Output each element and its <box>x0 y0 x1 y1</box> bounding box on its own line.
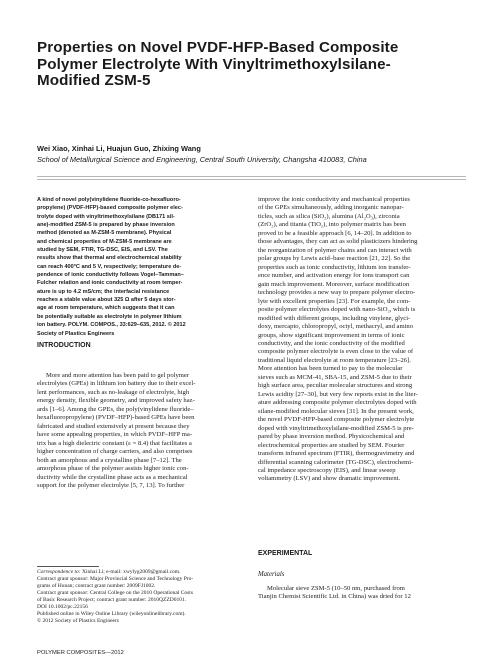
body-line: groups, show significant improvement in terms of ionic <box>258 331 405 339</box>
body-line: improve the ionic conductivity and mechanical properties <box>258 196 410 203</box>
body-line: the novel PVDF-HFP-based composite polymer electrolyte <box>258 416 415 424</box>
body-line: amorphous phase of the polymer assists higher ionic con- <box>37 465 189 473</box>
experimental-heading: EXPERIMENTAL <box>258 550 313 557</box>
body-line: doped with vinyltrimethoxylsilane-modified ZSM-5 is pre- <box>258 424 414 432</box>
abstract-line: studied by SEM, FTIR, TG-DSC, EIS, and LSV. The <box>37 247 168 254</box>
body-line: posite polymer electrolytes doped with nano-SiO₂, which is <box>258 306 416 314</box>
abstract-line: method (denoted as M-ZSM-5 membrane). Physical <box>37 230 172 237</box>
body-line: both an amorphous and a crystalline phase [7–12]. The <box>37 456 182 464</box>
body-line: Lewis acidity [27–30], but very few reports exist in the liter- <box>258 390 418 398</box>
body-line: high surface area, peculiar molecular structures and strong <box>258 382 413 390</box>
abstract-line: ion battery. POLYM. COMPOS., 33:629–635, 2012. © 2012 <box>37 322 186 329</box>
title-line: Properties on Novel PVDF-HFP-Based Composite <box>37 39 399 56</box>
footnote-line: grams of Hunan; contract grant number: 2009FJ1002. <box>37 583 156 589</box>
abstract-line: Society of Plastics Engineers <box>37 330 115 337</box>
body-line: sieves such as MCM-41, SBA-15, and ZSM-5 due to their <box>258 373 412 381</box>
affiliation: School of Metallurgical Science and Engineering, Central South University, Changsha 410083, China <box>37 155 367 164</box>
body-line: voltammetry (LSV) and show dramatic improvement. <box>258 475 401 483</box>
abstract-line: Fulcher relation and ionic conductivity at room temper- <box>37 280 183 287</box>
abstract-line: age at room temperature, which suggests that it can <box>37 305 175 312</box>
body-line: energy density, flexible geometry, and improved safety haz- <box>37 397 195 405</box>
body-line: pared by phase inversion method. Physicochemical and <box>258 433 405 441</box>
body-line: higher concentration of charge carriers, and also comprises <box>37 448 193 456</box>
body-line: electrochemical properties are studied by SEM. Fourier <box>258 441 405 449</box>
body-line: electrolytes (GPEs) in lithium ion battery due to their excel- <box>37 380 196 388</box>
footnote-line: Published online in Wiley Online Library (wileyonlinelibrary.com). <box>37 611 186 617</box>
footnote-rule <box>37 566 99 567</box>
body-line: lyte with excellent properties [23]. For example, the com- <box>258 297 411 305</box>
body-line: ards [1–6]. Among the GPEs, the poly(vinylidene fluoride– <box>37 405 194 413</box>
body-line: of the GPEs simultaneously, adding inorganic nanopar- <box>258 204 404 212</box>
footnote-line: Correspondence to: Xinhai Li; e-mail: xwylyg2009@gmail.com. <box>37 569 181 575</box>
footnote-line: DOI 10.1002/pc.22156 <box>37 604 88 610</box>
body-line: technology provides a new way to prepare polymer electro- <box>258 289 416 297</box>
body-line: (ZrO₂), and titania (TiO₂), into polymer matrix has been <box>258 221 406 229</box>
body-line: Molecular sieve ZSM-5 (10–50 nm, purchased from <box>267 585 405 592</box>
footnote-line: Contract grant sponsor: Central College on the 2010 Operational Costs <box>37 590 193 596</box>
abstract-line: be potentially suitable as electrolyte in polymer lithium <box>37 313 182 320</box>
abstract-line: ature is up to 4.2 mS/cm; the interfacial resistance <box>37 288 170 295</box>
abstract-line: propylene) (PVDF-HFP)-based composite polymer elec- <box>37 205 183 212</box>
title-line: Modified ZSM-5 <box>37 72 151 89</box>
header-rule-top <box>37 176 466 177</box>
abstract-line: reaches a stable value about 325 Ω after 5 days stor- <box>37 297 176 304</box>
materials-body <box>258 585 468 602</box>
journal-footer: POLYMER COMPOSITES—2012 <box>37 650 124 656</box>
body-line: trix has a high dielectric constant (ε = 8.4) that facilitates a <box>37 439 192 447</box>
footnote-line: of Basic Research Project; contract grant number: 2010QZZD0101. <box>37 597 187 603</box>
introduction-heading: INTRODUCTION <box>37 342 91 349</box>
abstract-line: A kind of novel poly(vinylidene fluoride-co-hexafluoro- <box>37 197 181 203</box>
body-line: More attention has been turned to pay to the molecular <box>258 365 403 373</box>
paper-title <box>37 40 467 90</box>
footnote-line: Contract grant sponsor: Major Provincial Science and Technology Pro- <box>37 576 194 582</box>
abstract-line: ane)-modified ZSM-5 is prepared by phase inversion <box>37 222 175 229</box>
body-line: hexafluoropropylene) (PVDF–HFP)-based GPEs have been <box>37 414 195 422</box>
footnotes <box>37 569 244 625</box>
abstract-line: pendence of ionic conductivity follows Vogel–Tamman– <box>37 272 184 279</box>
body-line: proved to be a feasible approach [6, 14–20]. In addition to <box>258 229 412 237</box>
header-rule-bottom <box>37 179 466 180</box>
abstract <box>37 196 244 338</box>
body-line: cal impedance spectroscopy (EIS), and linear sweep <box>258 467 396 474</box>
body-line: doxy, mercapto, chloropropyl, octyl, methacryl, and amino <box>258 323 414 331</box>
body-line: ticles, such as silica (SiO₂), alumina (Al₂O₃), zirconia <box>258 212 400 220</box>
body-line: More and more attention has been paid to gel polymer <box>46 372 190 379</box>
abstract-line: can reach 400°C and 5 V, respectively; temperature de- <box>37 263 182 270</box>
body-line: ence number, and activation energy for ions transport can <box>258 272 410 280</box>
body-line: the reorganization of polymer chains and can interact with <box>258 246 412 254</box>
body-line: those advantages, they can act as solid plasticizers hindering <box>258 238 418 246</box>
abstract-line: results show that thermal and electrochemical stability <box>37 255 182 262</box>
body-line: ature addressing composite polymer electrolytes doped with <box>258 399 417 407</box>
body-line: silane-modified molecular sieves [31]. In the present work, <box>258 407 414 415</box>
body-line: composite polymer electrolyte is even close to the value of <box>258 348 414 356</box>
abstract-line: and chemical properties of M-ZSM-5 membrane are <box>37 238 172 245</box>
right-column-body <box>258 196 468 484</box>
materials-heading: Materials <box>258 571 285 578</box>
body-line: polar groups by Lewis acid–base reaction [21, 22]. So the <box>258 255 411 263</box>
body-line: lent performances, such as no-leakage of electrolyte, high <box>37 388 190 396</box>
body-line: properties such as ionic conductivity, lithium ion transfer- <box>258 263 411 271</box>
body-line: have some appealing properties, in which PVDF–HFP ma- <box>37 431 193 439</box>
body-line: traditional liquid electrolyte at room temperature [23–26]. <box>258 356 411 364</box>
body-line: conductivity, and the ionic conductivity of the modified <box>258 339 405 347</box>
body-line: differential scanning calorimeter (TG-DSC), electrochemi- <box>258 458 414 466</box>
body-line: support for the polymer electrolyte [5, 7, 13]. To further <box>37 482 185 490</box>
abstract-line: trolyte doped with vinyltrimethoxylsilane (DB171 sil- <box>37 213 175 220</box>
body-line: Tianjin Chemist Scientific Ltd. in China) was dried for 12 <box>258 593 411 601</box>
body-line: transform infrared spectrum (FTIR), thermogravimetry and <box>258 450 415 458</box>
body-line: gain much improvement. Moreover, surface modification <box>258 280 410 288</box>
title-line: Polymer Electrolyte With Vinyltrimethoxylsilane- <box>37 55 391 73</box>
body-line: modified with different groups, including vinylene, glyci- <box>258 314 411 322</box>
body-line: fabricated and studied extensively at present because they <box>37 422 190 430</box>
body-line: ductivity while the crystalline phase acts as a mechanical <box>37 473 188 481</box>
authors: Wei Xiao, Xinhai Li, Huajun Guo, Zhixing Wang <box>37 144 201 153</box>
introduction-body <box>37 372 244 491</box>
footnote-line: © 2012 Society of Plastics Engineers <box>37 618 119 624</box>
